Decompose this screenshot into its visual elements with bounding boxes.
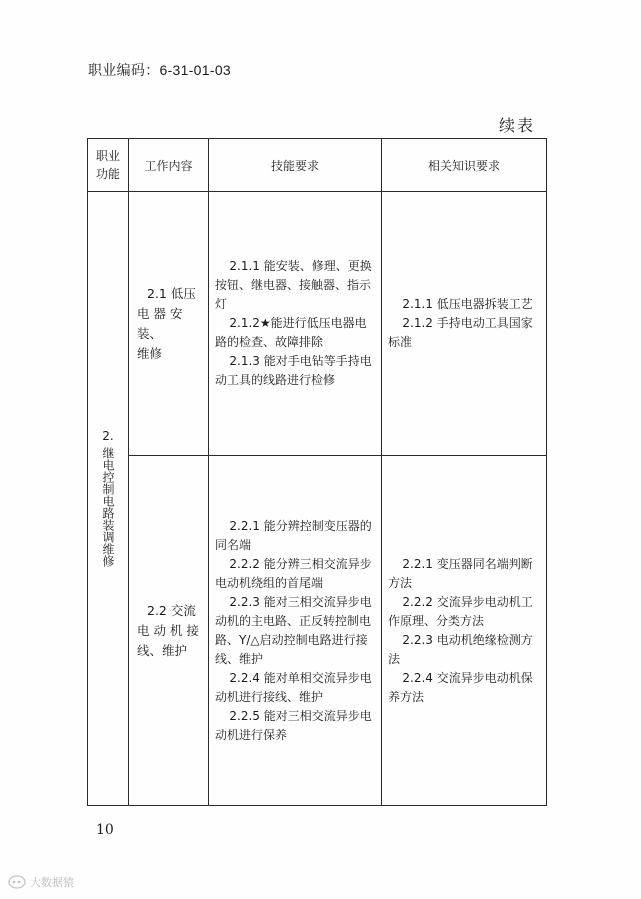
function-cell xyxy=(88,192,129,806)
skill-item: 2.2.3 能对三相交流异步电动机的主电路、正反转控制电路、Y/△启动控制电路进行接线、维护 xyxy=(215,594,372,666)
skill-item: 2.1.2★能进行低压电器电路的检查、故障排除 xyxy=(215,316,367,349)
skill-item: 2.1.1 能安装、修理、更换按钮、继电器、接触器、指示灯 xyxy=(215,259,372,311)
header-function: 职业 功能 xyxy=(88,139,129,192)
header-work-content: 工作内容 xyxy=(129,139,209,192)
work-line: 电 器 安 装、 xyxy=(137,305,183,341)
work-line: 维修 xyxy=(137,345,163,361)
knowledge-item: 2.2.1 变压器同名端判断方法 xyxy=(388,556,533,590)
knowledge-item: 2.2.4 交流异步电动机保养方法 xyxy=(388,670,533,704)
header-knowledge-requirements: 相关知识要求 xyxy=(382,139,547,192)
work-line: 线、维护 xyxy=(137,642,188,658)
function-number: 2. xyxy=(102,429,114,443)
table-row xyxy=(88,192,547,456)
watermark-logo-icon xyxy=(8,875,26,889)
work-line: 2.2 交流 xyxy=(147,602,196,618)
occupation-code: 职业编码：6-31-01-03 xyxy=(88,62,231,78)
skill-item: 2.1.3 能对手电钻等手持电动工具的线路进行检修 xyxy=(215,354,372,387)
knowledge-item: 2.1.1 低压电器拆装工艺 xyxy=(402,297,533,311)
work-line: 电 动 机 接 xyxy=(137,622,199,638)
knowledge-item: 2.2.2 交流异步电动机工作原理、分类方法 xyxy=(388,594,533,628)
knowledge-cell xyxy=(382,456,547,806)
knowledge-item: 2.1.2 手持电动工具国家标准 xyxy=(388,316,533,349)
table-row xyxy=(88,456,547,806)
skill-requirements-table xyxy=(87,138,547,806)
skill-item: 2.2.2 能分辨三相交流异步电动机绕组的首尾端 xyxy=(215,556,372,590)
knowledge-item: 2.2.3 电动机绝缘检测方法 xyxy=(388,632,533,666)
work-content-cell xyxy=(129,192,209,456)
skill-item: 2.2.4 能对单相交流异步电动机进行接线、维护 xyxy=(215,670,372,704)
work-line: 2.1 低压 xyxy=(147,285,196,301)
knowledge-cell xyxy=(382,192,547,456)
skills-cell xyxy=(209,192,382,456)
skills-cell xyxy=(209,456,382,806)
function-title: 继电控制电路装调维修 xyxy=(101,447,115,567)
skill-item: 2.2.5 能对三相交流异步电动机进行保养 xyxy=(215,708,372,742)
work-content-cell xyxy=(129,456,209,806)
page-number: 10 xyxy=(96,822,114,838)
skill-item: 2.2.1 能分辨控制变压器的同名端 xyxy=(215,518,372,552)
watermark-text: 大数据猿 xyxy=(30,876,74,889)
table-header-row xyxy=(88,139,547,192)
watermark xyxy=(8,874,74,890)
header-skill-requirements: 技能要求 xyxy=(209,139,382,192)
continued-label: 续表 xyxy=(499,116,536,135)
